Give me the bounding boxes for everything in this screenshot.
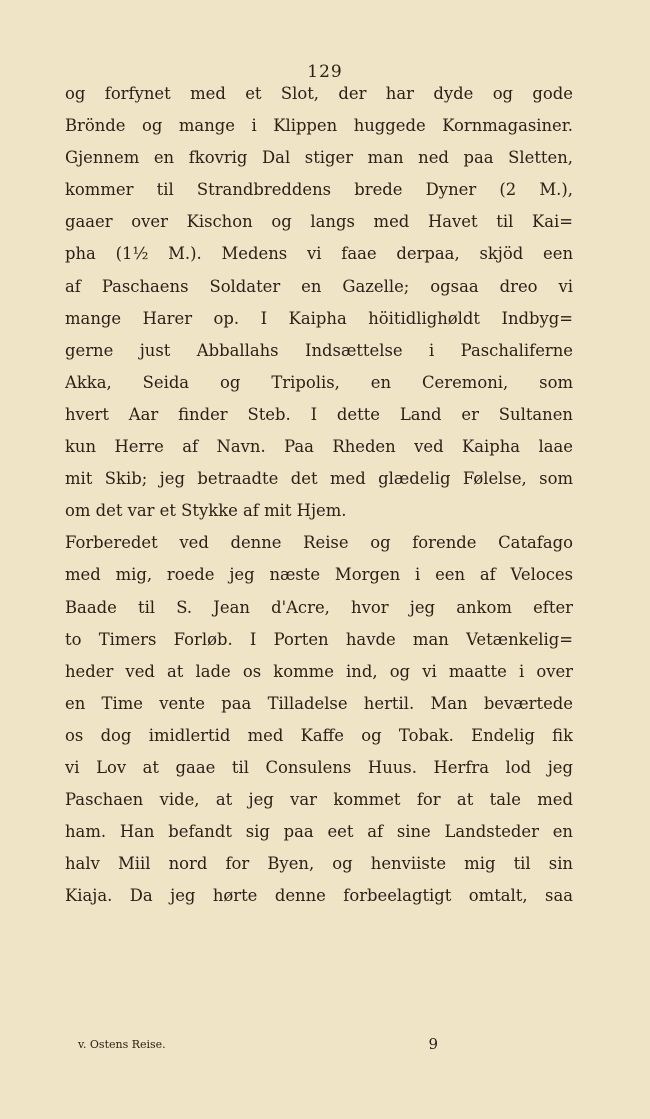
text-line: mange Harer op. I Kaipha höitidlighøldt Indbyg= bbox=[65, 308, 573, 328]
text-line: Gjennem en fkovrig Dal stiger man ned paa Sletten, bbox=[65, 148, 573, 168]
text-line: gerne just Abballahs Indsættelse i Paschaliferne bbox=[65, 340, 573, 360]
text-line: en Time vente paa Tilladelse hertil. Man beværtede bbox=[65, 693, 573, 713]
text-line: vi Lov at gaae til Consulens Huus. Herfra lod jeg bbox=[65, 757, 573, 777]
text-line: kun Herre af Navn. Paa Rheden ved Kaipha laae bbox=[65, 437, 573, 457]
page-number: 129 bbox=[307, 62, 343, 82]
signature-title: v. Ostens Reise. bbox=[78, 1038, 166, 1051]
text-line: Akka, Seida og Tripolis, en Ceremoni, som bbox=[65, 372, 573, 392]
text-line: halv Miil nord for Byen, og henviiste mig til sin bbox=[65, 854, 573, 874]
text-line: Baade til S. Jean d'Acre, hvor jeg ankom efter bbox=[65, 597, 573, 617]
text-line: gaaer over Kischon og langs med Havet til Kai= bbox=[65, 212, 573, 232]
text-line: af Paschaens Soldater en Gazelle; ogsaa dreo vi bbox=[65, 276, 573, 296]
text-line: mit Skib; jeg betraadte det med glædelig Følelse, som bbox=[65, 469, 573, 489]
text-line: Kiaja. Da jeg hørte denne forbeelagtigt omtalt, saa bbox=[65, 886, 573, 906]
text-line: hvert Aar finder Steb. I dette Land er Sultanen bbox=[65, 404, 573, 424]
text-line: ham. Han befandt sig paa eet af sine Landsteder en bbox=[65, 822, 573, 842]
text-line: heder ved at lade os komme ind, og vi maatte i over bbox=[65, 661, 573, 681]
text-line: Brönde og mange i Klippen huggede Kornmagasiner. bbox=[65, 116, 573, 136]
text-line: og forfynet med et Slot, der har dyde og gode bbox=[65, 84, 573, 103]
text-line: Forberedet ved denne Reise og forende Catafago bbox=[65, 533, 573, 553]
text-line: Paschaen vide, at jeg var kommet for at tale med bbox=[65, 790, 573, 810]
text-line: med mig, roede jeg næste Morgen i een af Veloces bbox=[65, 565, 573, 585]
body-text bbox=[65, 78, 573, 912]
text-line: os dog imidlertid med Kaffe og Tobak. Endelig fik bbox=[65, 725, 573, 745]
text-line: kommer til Strandbreddens brede Dyner (2 M.), bbox=[65, 180, 573, 200]
text-line: pha (1½ M.). Medens vi faae derpaa, skjöd een bbox=[65, 244, 573, 264]
text-line: to Timers Forløb. I Porten havde man Vetænkelig= bbox=[65, 629, 573, 649]
text-line: om det var et Stykke af mit Hjem. bbox=[65, 501, 347, 521]
signature-number: 9 bbox=[428, 1035, 438, 1053]
signature-footer bbox=[78, 1035, 438, 1053]
